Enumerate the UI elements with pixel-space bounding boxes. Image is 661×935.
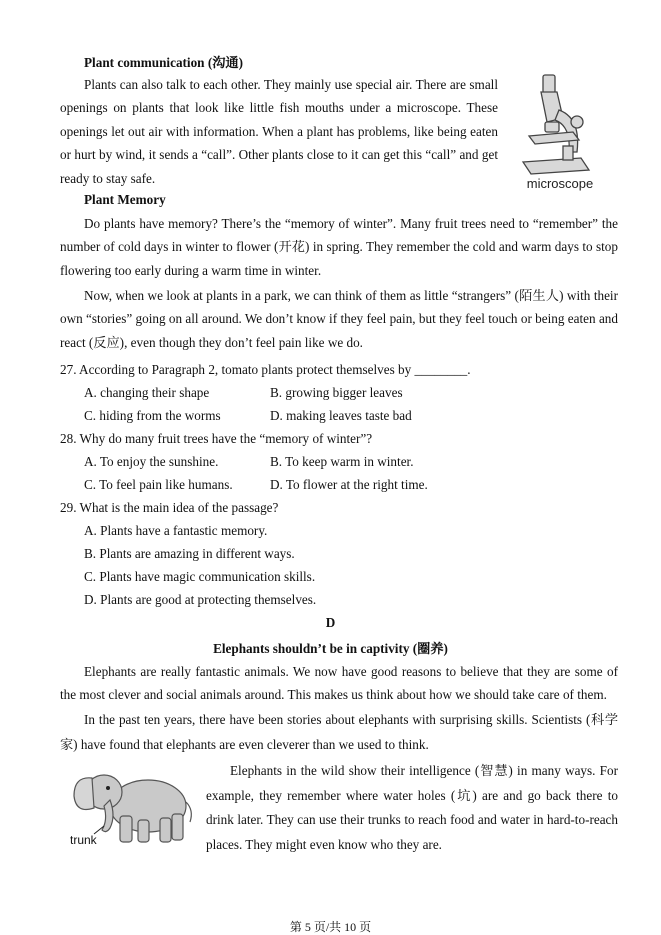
microscope-icon (515, 70, 605, 195)
q28-option-d: D. To flower at the right time. (270, 477, 428, 492)
paragraph-strangers: Now, when we look at plants in a park, we can think of them as little “strangers” (陌生人) with their own “stories” going on all around. We don’t know if they feel pain, but they feel touch or being eaten and react (反应), even though they don’t feel pain like we do. (60, 288, 618, 350)
q29-option-d: D. Plants are good at protecting themselves. (84, 592, 317, 607)
q27-option-c: C. hiding from the worms (84, 408, 221, 423)
q27-option-b: B. growing bigger leaves (270, 385, 403, 400)
q27-option-d: D. making leaves taste bad (270, 408, 412, 423)
question-29: 29. What is the main idea of the passage? (60, 500, 279, 515)
q28-option-b: B. To keep warm in winter. (270, 454, 414, 469)
paragraph-communication: Plants can also talk to each other. They mainly use special air. There are small openings on plants that look like little fish mouths under a microscope. These openings let out air with information. When a plant has problems, like being eaten or hurt by wind, it sends a “call”. Other plants close to it can get this “call” and get ready to stay safe. (60, 77, 498, 186)
q29-option-c: C. Plants have magic communication skills. (84, 569, 316, 584)
microscope-label: microscope (526, 176, 594, 191)
question-27: 27. According to Paragraph 2, tomato plants protect themselves by ________. (60, 362, 471, 377)
paragraph-memory: Do plants have memory? There’s the “memory of winter”. Many fruit trees need to “remember” the number of cold days in winter to flower (开花) in spring. They remember the cold and warm days to stop flowering too early during a warm time in winter. (60, 216, 618, 278)
q29-option-a: A. Plants have a fantastic memory. (84, 523, 268, 538)
paragraph-elephants-skills: In the past ten years, there have been stories about elephants with surprising skills. Scientists (科学家) have found that elephants are even cleverer than we used to think. (60, 712, 618, 752)
microscope-illustration (515, 70, 605, 195)
section-letter: D (325, 615, 336, 630)
q27-option-a: A. changing their shape (84, 385, 210, 400)
elephant-illustration (64, 764, 200, 854)
elephant-icon (64, 764, 200, 854)
q29-option-b: B. Plants are amazing in different ways. (84, 546, 295, 561)
heading-plant-communication: Plant communication (沟通) (84, 55, 243, 70)
q28-option-c: C. To feel pain like humans. (84, 477, 233, 492)
passage-title: Elephants shouldn’t be in captivity (圈养) (213, 641, 448, 656)
question-28: 28. Why do many fruit trees have the “memory of winter”? (60, 431, 373, 446)
paragraph-elephants-wild: Elephants in the wild show their intelligence (智慧) in many ways. For example, they remember where water holes (坑) are and go back there to drink later. They can use their trunks to reach food and water in hard-to-reach places. They might even know who they are. (206, 763, 618, 852)
paragraph-elephants-intro: Elephants are really fantastic animals. We now have good reasons to believe that they are some of the most clever and social animals around. This makes us think about how we should take care of them. (60, 664, 618, 703)
page-footer: 第 5 页/共 10 页 (289, 920, 372, 934)
heading-plant-memory: Plant Memory (84, 192, 166, 207)
trunk-label: trunk (70, 833, 97, 847)
q28-option-a: A. To enjoy the sunshine. (84, 454, 219, 469)
